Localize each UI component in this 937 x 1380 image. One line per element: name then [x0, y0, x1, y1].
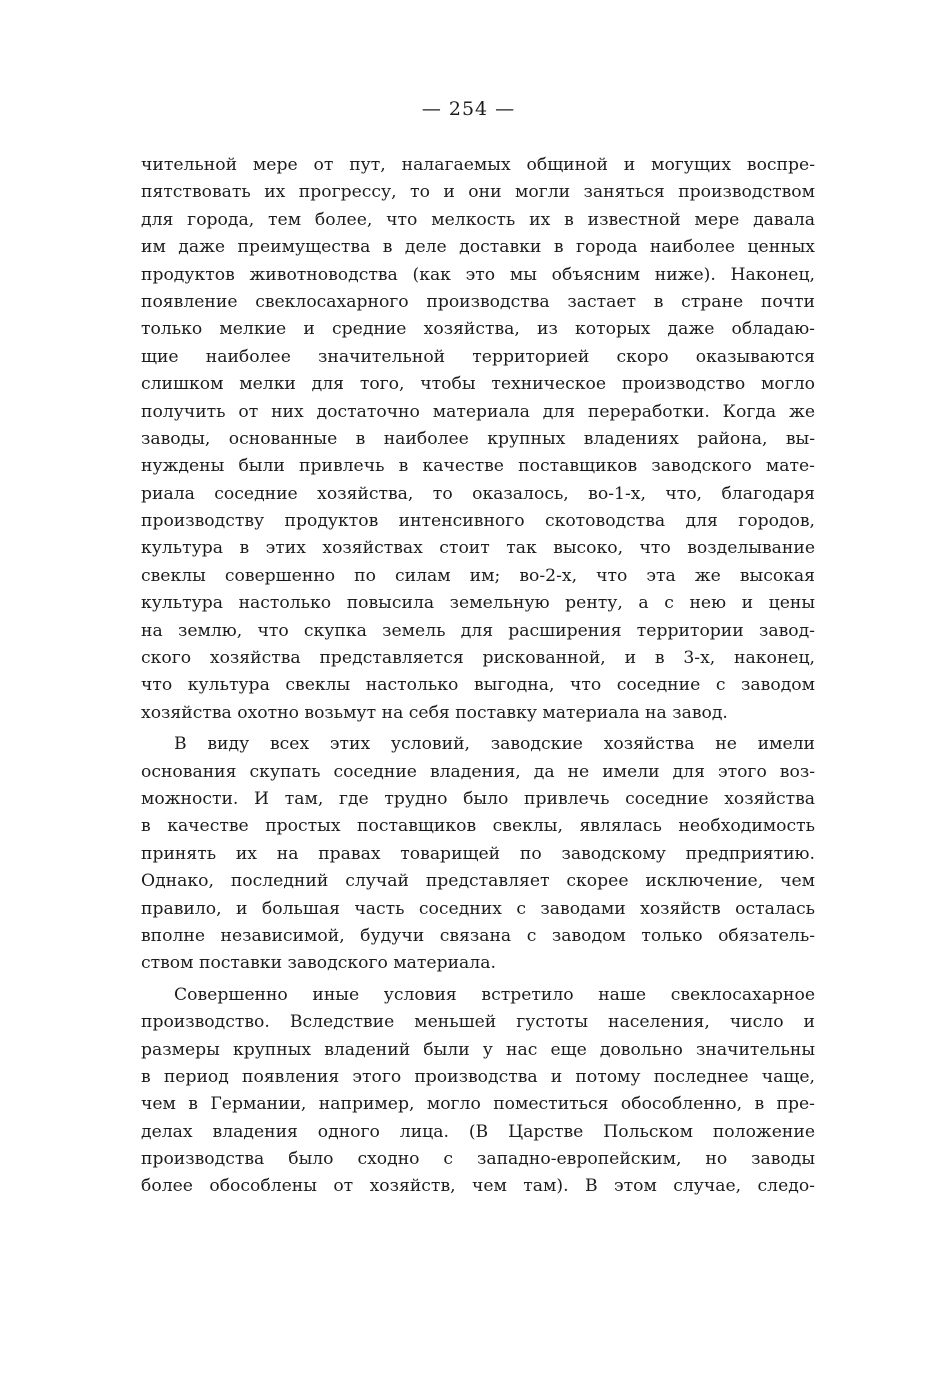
text-line: только мелкие и средние хозяйства, из которых даже обладаю-: [141, 319, 815, 340]
text-line: ством поставки заводского материала.: [141, 953, 496, 974]
text-line: размеры крупных владений были у нас еще довольно значительны: [141, 1039, 815, 1060]
text-line: правило, и большая часть соседних с заводами хозяйств осталась: [141, 898, 815, 919]
text-line: для города, тем более, что мелкость их в известной мере давала: [141, 209, 815, 230]
text-line: производства было сходно с западно-европейским, но заводы: [141, 1149, 815, 1170]
text-line: продуктов животноводства (как это мы объясним ниже). Наконец,: [141, 264, 815, 285]
text-line: получить от них достаточно материала для переработки. Когда же: [141, 401, 815, 422]
page-number: — 254 —: [421, 98, 516, 120]
text-line: культура в этих хозяйствах стоит так высоко, что возделывание: [141, 538, 815, 559]
text-line: в качестве простых поставщиков свеклы, являлась необходимость: [141, 816, 815, 837]
text-line: Однако, последний случай представляет скорее исключение, чем: [141, 871, 815, 892]
paragraph-1: [141, 152, 815, 727]
text-line: вполне независимой, будучи связана с заводом только обязатель-: [141, 925, 815, 946]
text-line: производству продуктов интенсивного скотоводства для городов,: [141, 511, 815, 532]
text-line: производство. Вследствие меньшей густоты населения, число и: [141, 1012, 815, 1033]
text-line: можности. И там, где трудно было привлечь соседние хозяйства: [141, 788, 815, 809]
text-line: нуждены были привлечь в качестве поставщиков заводского мате-: [141, 456, 815, 477]
text-line: чительной мере от пут, налагаемых общиной и могущих воспре-: [141, 155, 815, 175]
paragraph-3: [141, 982, 815, 1201]
text-line: чем в Германии, например, могло поместиться обособленно, в пре-: [141, 1094, 815, 1115]
text-line: более обособлены от хозяйств, чем там). В этом случае, следо-: [141, 1176, 815, 1197]
text-line: слишком мелки для того, чтобы техническое производство могло: [141, 374, 815, 395]
text-line: хозяйства охотно возьмут на себя поставку материала на завод.: [141, 702, 728, 723]
text-line: культура настолько повысила земельную ренту, а с нею и цены: [141, 593, 815, 614]
text-line: заводы, основанные в наиболее крупных владениях района, вы-: [141, 428, 815, 449]
text-line: Совершенно иные условия встретило наше свеклосахарное: [174, 984, 815, 1005]
text-line: принять их на правах товарищей по заводскому предприятию.: [141, 843, 815, 864]
text-line: щие наиболее значительной территорией скоро оказываются: [141, 346, 815, 367]
text-line: им даже преимущества в деле доставки в города наиболее ценных: [141, 237, 815, 258]
text-line: появление свеклосахарного производства застает в стране почти: [141, 291, 815, 312]
text-line: что культура свеклы настолько выгодна, что соседние с заводом: [141, 675, 815, 696]
text-line: ского хозяйства представляется рискованной, и в 3-х, наконец,: [141, 648, 815, 669]
paragraph-2: [141, 731, 815, 978]
text-line: риала соседние хозяйства, то оказалось, во-1-х, что, благодаря: [141, 483, 815, 504]
text-line: делах владения одного лица. (В Царстве Польском положение: [141, 1121, 815, 1142]
text-line: свеклы совершенно по силам им; во-2-х, что эта же высокая: [141, 565, 815, 586]
text-line: пятствовать их прогрессу, то и они могли заняться производством: [141, 182, 815, 203]
body-text: [141, 152, 815, 1205]
text-line: В виду всех этих условий, заводские хозяйства не имели: [174, 734, 815, 755]
text-line: на землю, что скупка земель для расширения территории завод-: [141, 620, 815, 641]
text-line: в период появления этого производства и потому последнее чаще,: [141, 1066, 815, 1087]
text-line: основания скупать соседние владения, да не имели для этого воз-: [141, 761, 815, 782]
